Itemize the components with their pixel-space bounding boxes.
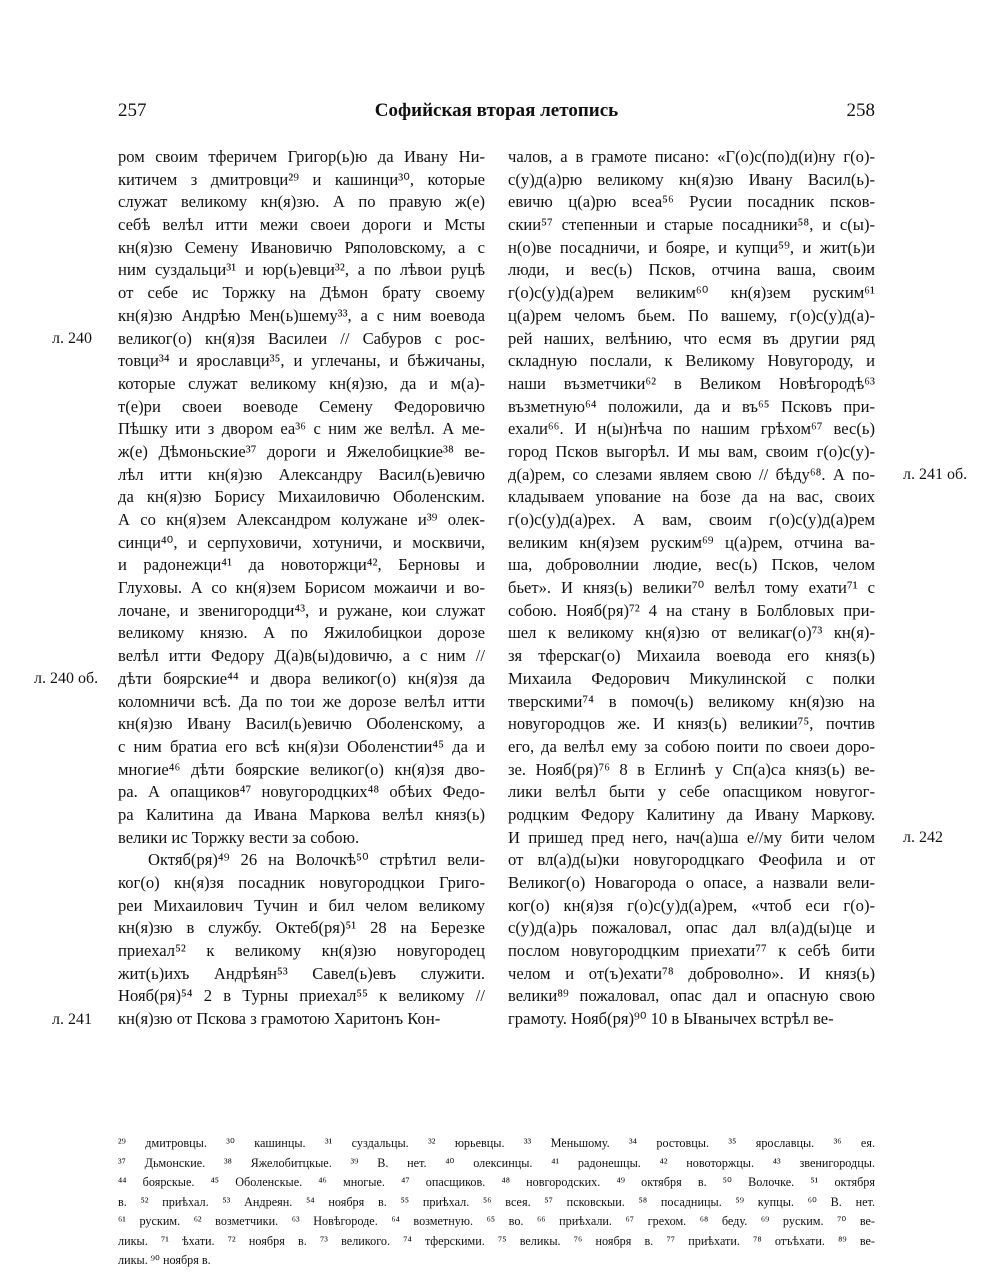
text-line: послом новугородцким приехати⁷⁷ к себѣ бити <box>508 941 875 961</box>
text-line: новугородцов же. И княз(ь) великии⁷⁵, почтив <box>508 714 875 734</box>
text-line: велики⁸⁹ пожаловал, опас дал и опасную свою <box>508 986 875 1006</box>
text-line: ⁶¹ руским. ⁶² возметчики. ⁶³ Новѣгороде. ⁶⁴ возметную. ⁶⁵ во. ⁶⁶ приѣхали. ⁶⁷ грехом. ⁶⁸ беду. ⁶⁹ руским. ⁷⁰ ве- <box>118 1214 875 1228</box>
running-header <box>118 100 875 130</box>
text-line: д(а)рем, со слезами являем свою // бѣду⁶⁸. А по- <box>508 464 875 484</box>
text-line: ра. А опащиков⁴⁷ новугородцких⁴⁸ обѣих Федо- <box>118 782 485 802</box>
text-line: велики ис Торжку вести за собою. <box>118 827 360 847</box>
text-line: т(е)ри своеи воеводе Семену Федоровичю <box>118 396 485 416</box>
text-line: великог(о) кн(я)зя Василеи // Сабуров с рос- <box>118 328 485 348</box>
text-line: шел к великому кн(я)зю от великаг(о)⁷³ кн(я)- <box>508 623 875 643</box>
left-page-number: 257 <box>118 100 147 121</box>
text-line: ког(о) кн(я)зя г(о)с(у)д(а)рем, «чтоб еси г(о)- <box>508 895 875 915</box>
right-margin-note: л. 241 об. <box>903 466 968 483</box>
text-line: Глуховы. А со кн(я)зем Борисом можаичи и во- <box>118 578 485 598</box>
text-line: многие⁴⁶ дѣти боярские великог(о) кн(я)зя дво- <box>118 759 485 779</box>
text-line: приехал⁵² к великому кн(я)зю новугородец <box>118 941 485 961</box>
left-margin-note: л. 241 <box>52 1011 92 1028</box>
text-line: зя тферскаг(о) Михаила воевода его княз(ь) <box>508 646 875 666</box>
text-line: ж(е) Дѣмоньские³⁷ дороги и Яжелобицкие³⁸ ве- <box>118 441 485 461</box>
text-line: великим кн(я)зем руским⁶⁹ ц(а)рем, отчина ва- <box>508 532 875 552</box>
text-line: г(о)с(у)д(а)рех. А вам, своим г(о)с(у)д(а)рем <box>508 510 875 529</box>
text-line: бьет». И княз(ь) велики⁷⁰ велѣл тому ехати⁷¹ с <box>508 578 875 598</box>
text-line: себѣ велѣл итти межи своеи дороги и Мсты <box>118 215 485 235</box>
footnotes <box>118 1134 875 1271</box>
text-line: реи Михаилович Тучин и бил челом великому <box>118 895 485 915</box>
text-line: евичю ц(а)рю всеа⁵⁶ Русии посадник псков- <box>508 192 875 212</box>
text-line: с ним братиа его всѣ кн(я)зи Оболенстии⁴⁵ да и <box>118 736 485 756</box>
text-line: челом и от(ъ)ехати⁷⁸ доброволно». И княз(ь) <box>508 963 875 983</box>
text-line: ц(а)рем челомъ бьем. По вашему, г(о)с(у)д(а)- <box>508 305 875 325</box>
text-line: скии⁵⁷ степенныи и старые посадники⁵⁸, и с(ы)- <box>508 215 875 235</box>
text-line: ехали⁶⁶. И н(ы)нѣча по нашим грѣхом⁶⁷ вес(ь) <box>508 419 875 439</box>
text-line: Нояб(ря)⁵⁴ 2 в Турны приехал⁵⁵ к великому // <box>118 986 485 1006</box>
text-line: от себе ис Торжку на Дѣмон брату своему <box>118 283 485 303</box>
text-line: лики велѣл быти у себе опасщиком новугог- <box>508 782 875 802</box>
text-line: и радонежци⁴¹ да новоторжци⁴², Берновы и <box>118 555 485 575</box>
text-line: тверскими⁷⁴ в помоч(ь) великому кн(я)зю на <box>508 691 875 711</box>
text-line: кладываем упование на бозе да на вас, своих <box>508 487 875 507</box>
text-line: дѣти боярские⁴⁴ и двора великог(о) кн(я)зя да <box>118 668 485 688</box>
text-line: ром своим тферичем Григор(ь)ю да Ивану Ни- <box>118 147 485 166</box>
text-line: синци⁴⁰, и серпуховичи, хотуничи, и москвичи, <box>118 532 485 552</box>
text-line: жит(ь)ихъ Андрѣян⁵³ Савел(ь)евъ служити. <box>118 963 485 983</box>
text-line: товци³⁴ и ярославци³⁵, и углечаны, и бѣжичаны, <box>118 351 485 371</box>
text-line: възметную⁶⁴ положили, да и въ⁶⁵ Псковъ при- <box>508 396 875 416</box>
text-line: складную послали, к Великому Новугороду, и <box>508 351 875 371</box>
text-line: Великог(о) Новагорода о опасе, а назвали вели- <box>508 873 875 892</box>
left-margin-note: л. 240 об. <box>34 670 99 687</box>
text-line: ликы. ⁹⁰ ноября в. <box>118 1253 211 1267</box>
text-line: собою. Нояб(ря)⁷² 4 на стану в Болбловых при- <box>508 600 875 620</box>
right-page-number: 258 <box>846 100 875 121</box>
text-line: город Псков выгорѣл. И мы вам, своим г(о)с(у)- <box>508 441 875 461</box>
text-line: ша, доброволнии людие, вес(ь) Псков, челом <box>508 555 875 575</box>
text-line: родцким Федору Калитину да Ивану Маркову. <box>508 804 875 824</box>
text-line: ³⁷ Дьмонские. ³⁸ Яжелобитцкые. ³⁹ В. нет. ⁴⁰ олексинцы. ⁴¹ радонешцы. ⁴² новоторжцы. ⁴³ звенигородцы. <box>118 1155 875 1170</box>
text-line: рей наших, велѣнию, что есмя въ другии ряд <box>508 328 875 348</box>
text-line: И пришед пред него, нач(а)ша е//му бити челом <box>508 827 875 847</box>
text-line: Октяб(ря)⁴⁹ 26 на Волочкѣ⁵⁰ стрѣтил вели- <box>148 850 485 870</box>
text-line: ²⁹ дмитровцы. ³⁰ кашинцы. ³¹ суздальцы. ³² юрьевцы. ³³ Меньшому. ³⁴ ростовцы. ³⁵ ярославцы. ³⁶ ея. <box>118 1136 875 1150</box>
text-line: ликы. ⁷¹ ѣхати. ⁷² ноября в. ⁷³ великого. ⁷⁴ тферскими. ⁷⁵ великы. ⁷⁶ ноября в. ⁷⁷ приѣхати. ⁷⁸ отъѣхати. ⁸⁹ ве- <box>118 1233 875 1248</box>
text-line: лѣл итти кн(я)зю Александру Васил(ь)евичю <box>118 464 485 484</box>
left-column <box>118 146 485 1031</box>
text-line: ⁴⁴ боярскые. ⁴⁵ Оболенскые. ⁴⁶ многые. ⁴⁷ опасщиков. ⁴⁸ новгородских. ⁴⁹ октября в. ⁵⁰ Волочке. ⁵¹ октября <box>118 1175 875 1189</box>
text-line: кн(я)зю Семену Ивановичю Ряполовскому, а с <box>118 237 485 257</box>
running-title: Софийская вторая летопись <box>374 100 619 121</box>
text-line: служат великому кн(я)зю. А по правую ж(е) <box>118 192 485 212</box>
text-line: с(у)д(а)рю великому кн(я)зю Ивану Васил(ь)- <box>508 169 875 189</box>
text-line: кн(я)зю Андрѣю Мен(ь)шему³³, а с ним воевода <box>118 305 485 325</box>
left-margin-note: л. 240 <box>52 330 92 347</box>
right-column <box>508 146 875 1031</box>
text-line: наши възметчики⁶² в Великом Новѣгородѣ⁶³ <box>508 373 875 393</box>
text-line: кн(я)зю Ивану Васил(ь)евичю Оболенскому, а <box>118 714 485 734</box>
text-line: его, да велѣл ему за собою поити по своеи доро- <box>508 736 875 756</box>
text-line: велѣл итти Федору Д(а)в(ы)довичю, а с ним // <box>118 646 485 666</box>
text-line: А со кн(я)зем Александром колужане и³⁹ олек- <box>118 510 485 529</box>
text-line: кн(я)зю от Пскова з грамотою Харитонъ Кон- <box>118 1009 441 1029</box>
text-line: кн(я)зю в службу. Октеб(ря)⁵¹ 28 на Березке <box>118 918 485 938</box>
right-margin-note: л. 242 <box>903 829 943 846</box>
text-line: коломничи всѣ. Да по тои же дорозе велѣл итти <box>118 691 485 711</box>
text-line: чалов, а в грамоте писано: «Г(о)с(по)д(и)ну г(о)- <box>508 147 875 166</box>
text-line: зе. Нояб(ря)⁷⁶ 8 в Еглинѣ у Сп(а)са княз(ь) ве- <box>508 759 875 779</box>
text-line: грамоту. Нояб(ря)⁹⁰ 10 в Ыванычех встрѣл ве- <box>508 1009 834 1029</box>
text-line: ним суздальци³¹ и юр(ь)евци³², а по лѣвои руцѣ <box>118 260 485 280</box>
text-line: великому князю. А по Яжилобицкои дорозе <box>118 623 485 643</box>
text-line: г(о)с(у)д(а)рем великим⁶⁰ кн(я)зем руским⁶¹ <box>508 283 875 303</box>
text-line: Михаила Федорович Микулинской с полки <box>508 668 875 688</box>
text-line: с(у)д(а)рь пожаловал, опас дал вл(а)д(ы)це и <box>508 918 875 938</box>
text-line: н(о)ве посадничи, и бояре, и купци⁵⁹, и жит(ь)и <box>508 237 875 257</box>
text-line: да кн(я)зю Борису Михаиловичю Оболенским. <box>118 487 485 507</box>
text-line: в. ⁵² приѣхал. ⁵³ Андреян. ⁵⁴ ноября в. ⁵⁵ приѣхал. ⁵⁶ всея. ⁵⁷ псковскыи. ⁵⁸ посадницы. ⁵⁹ купцы. ⁶⁰ В. нет. <box>118 1194 875 1209</box>
text-line: ра Калитина да Ивана Маркова велѣл княз(ь) <box>118 804 485 824</box>
text-line: китичем з дмитровци²⁹ и кашинци³⁰, которые <box>118 169 485 189</box>
text-line: от вл(а)д(ы)ки новугородцкаго Феофила и от <box>508 850 875 870</box>
text-line: ког(о) кн(я)зя посадник новугородцкои Григо- <box>118 873 485 892</box>
text-line: люди, и вес(ь) Псков, отчина ваша, своим <box>508 260 875 280</box>
text-line: которые служат великому кн(я)зю, да и м(а)- <box>118 373 485 393</box>
text-line: лочане, и звенигородци⁴³, и ружане, кои служат <box>118 600 485 620</box>
text-line: Пѣшку ити з двором еа³⁶ с ним же велѣл. А ме- <box>118 419 485 439</box>
